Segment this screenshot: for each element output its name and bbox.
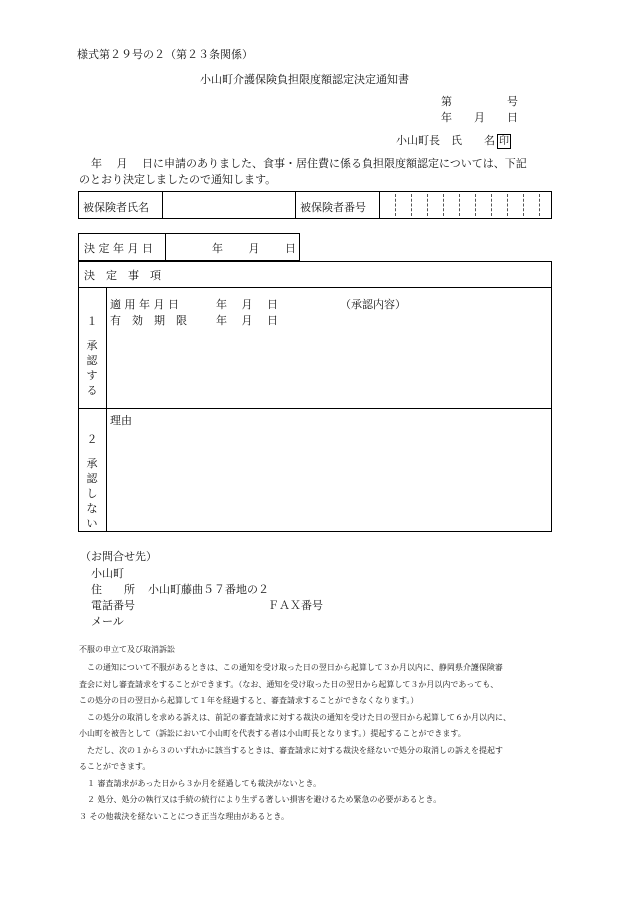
contact-mail-label: メール	[91, 615, 124, 628]
contact-fax-label: ＦＡＸ番号	[268, 599, 323, 612]
issuer-name: 小山町長 氏 名	[396, 134, 495, 147]
intro-line-1: 年 月 日に申請のありました、食事・居住費に係る負担限度額認定については、下記	[91, 157, 527, 170]
appeal-text	[79, 660, 511, 825]
appeal-line: ３ その他裁決を経ないことにつき正当な理由があるとき。	[79, 811, 290, 821]
page-title: 小山町介護保険負担限度額認定決定通知書	[200, 73, 409, 86]
appeal-line: この処分の取消しを求める訴えは、前記の審査請求に対する裁決の通知を受けた日の翌日から起算して６か月以内に、	[79, 712, 511, 722]
appeal-line: この処分の日の翌日から起算して１年を経過すると、審査請求することができなくなります。）	[79, 696, 419, 705]
valid-period-label: 有 効 期 限	[110, 314, 187, 327]
form-number: 様式第２９号の２（第２３条関係）	[77, 48, 253, 61]
issue-date: 年 月 日	[441, 111, 518, 124]
decision-items-label: 決 定 事 項	[84, 269, 161, 282]
contact-heading: （お問合せ先）	[80, 550, 157, 563]
insured-number-label: 被保険者番号	[300, 201, 366, 214]
appeal-line: ２ 処分、処分の執行又は手続の続行により生ずる著しい損害を避けるため緊急の必要があるとき。	[79, 795, 442, 804]
approve-text: 承認する	[86, 339, 98, 397]
intro-line-2: のとおり決定しましたので通知します。	[79, 173, 277, 186]
appeal-line: ただし、次の１から３のいずれかに該当するときは、審査請求に対する裁決を経ないで処分の取消しの訴えを提起す	[79, 745, 503, 755]
document-number: 第 号	[441, 95, 518, 108]
contact-phone-label: 電話番号	[91, 599, 135, 612]
apply-date-value: 年 月 日	[216, 298, 278, 311]
contact-address-label: 住 所	[91, 583, 135, 596]
approval-content-label: （承認内容）	[340, 298, 406, 311]
reject-number: ２	[86, 433, 98, 446]
seal-mark: 印	[499, 136, 509, 147]
insured-name-label: 被保険者氏名	[83, 201, 149, 214]
approve-number: １	[86, 315, 98, 328]
reject-text: 承認しない	[86, 457, 98, 530]
decision-date-label: 決 定 年 月 日	[84, 242, 153, 255]
contact-address: 小山町藤曲５７番地の２	[148, 583, 269, 596]
contact-org: 小山町	[91, 567, 124, 580]
issuer-line	[396, 132, 511, 149]
decision-date-value: 年 月 日	[212, 242, 296, 255]
appeal-line: ることができます。	[79, 762, 151, 771]
reason-label: 理由	[110, 414, 132, 427]
apply-date-label: 適 用 年 月 日	[110, 298, 179, 311]
appeal-line: 査会に対し審査請求をすることができます。（なお、通知を受け取った日の翌日から起算して３か月以内であっても、	[79, 679, 499, 689]
valid-period-value: 年 月 日	[216, 314, 278, 327]
appeal-line: この通知について不服があるときは、この通知を受け取った日の翌日から起算して３か月以内に、静岡県介護保険審	[79, 663, 503, 672]
appeal-line: 小山町を被告として（訴訟において小山町を代表する者は小山町長となります。）提起することができます。	[79, 729, 466, 738]
appeal-heading: 不服の申立て及び取消訴訟	[79, 645, 175, 654]
appeal-line: １ 審査請求があった日から３か月を経過しても裁決がないとき。	[79, 778, 322, 788]
